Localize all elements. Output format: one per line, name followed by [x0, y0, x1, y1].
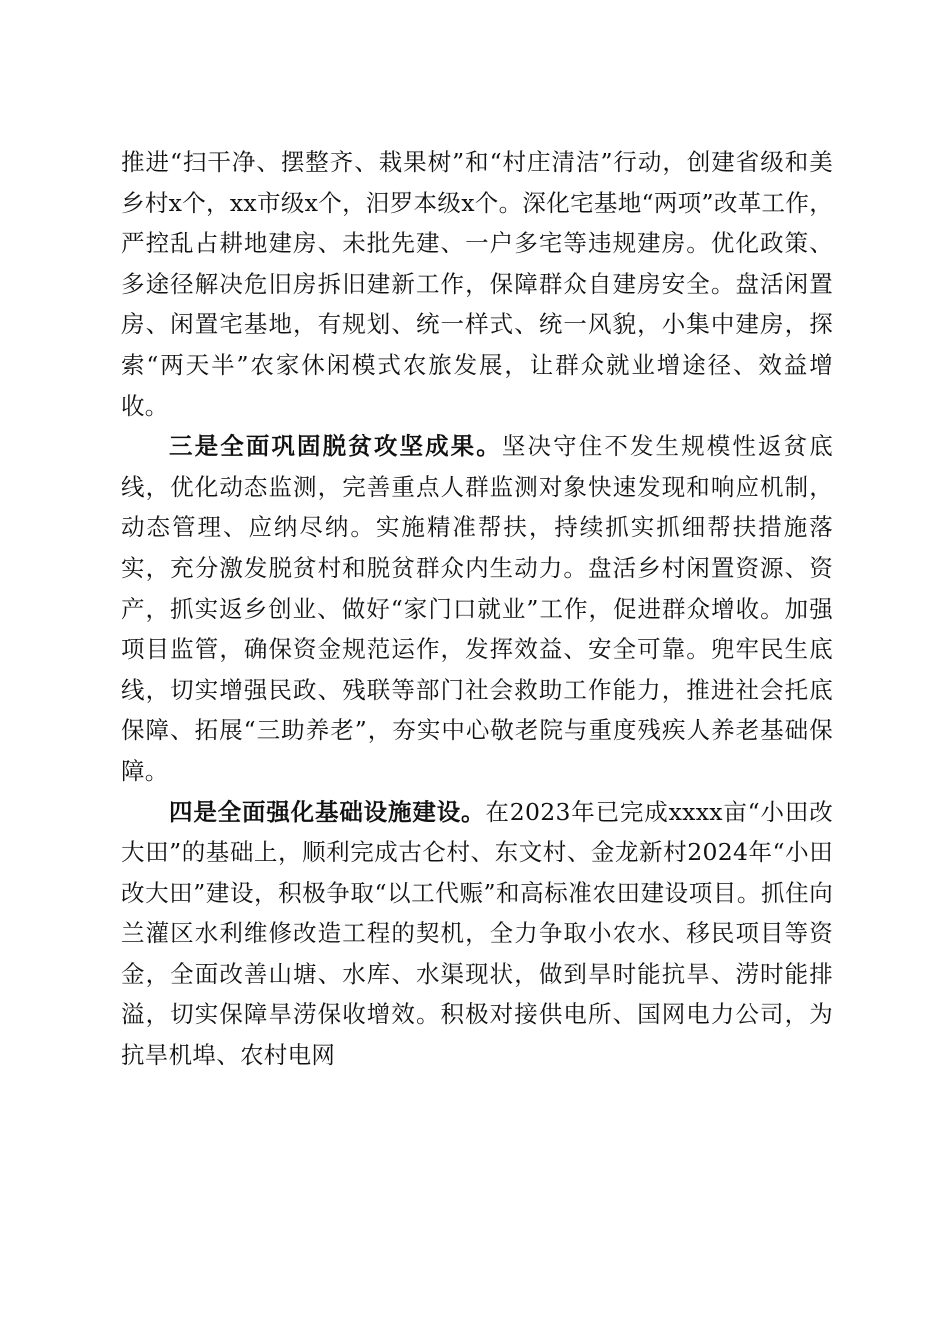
paragraph-2 — [121, 426, 833, 791]
paragraph-3-text: 在2023年已完成xxxx亩“小田改大田”的基础上，顺利完成古仑村、东文村、金龙新村2024年“小田改大田”建设，积极争取“以工代赈”和高标准农田建设项目。抓住向兰灌区水利维修改造工程的契机，全力争取小农水、移民项目等资金，全面改善山塘、水库、水渠现状，做到旱时能抗旱、涝时能排溢，切实保障旱涝保收增效。积极对接供电所、国网电力公司，为抗旱机埠、农村电网 — [121, 797, 834, 1070]
paragraph-2-text: 坚决守住不发生规模性返贫底线，优化动态监测，完善重点人群监测对象快速发现和响应机制，动态管理、应纳尽纳。实施精准帮扶，持续抓实抓细帮扶措施落实，充分激发脱贫村和脱贫群众内生动力。盘活乡村闲置资源、资产，抓实返乡创业、做好“家门口就业”工作，促进群众增收。加强项目监管，确保资金规范运作，发挥效益、安全可靠。兜牢民生底线，切实增强民政、残联等部门社会救助工作能力，推进社会托底保障、拓展“三助养老”，夯实中心敬老院与重度残疾人养老基础保障。 — [121, 432, 833, 785]
paragraph-2-lead: 三是全面巩固脱贫攻坚成果。 — [169, 432, 502, 461]
document-body — [121, 142, 833, 1076]
paragraph-3 — [121, 792, 833, 1076]
paragraph-1-text: 推进“扫干净、摆整齐、栽果树”和“村庄清洁”行动，创建省级和美乡村x个，xx市级x个，汨罗本级x个。深化宅基地“两项”改革工作，严控乱占耕地建房、未批先建、一户多宅等违规建房。优化政策、多途径解决危旧房拆旧建新工作，保障群众自建房安全。盘活闲置房、闲置宅基地，有规划、统一样式、统一风貌，小集中建房，探索“两天半”农家休闲模式农旅发展，让群众就业增途径、效益增收。 — [121, 148, 833, 420]
paragraph-1 — [121, 142, 833, 426]
paragraph-3-lead: 四是全面强化基础设施建设。 — [169, 797, 486, 826]
